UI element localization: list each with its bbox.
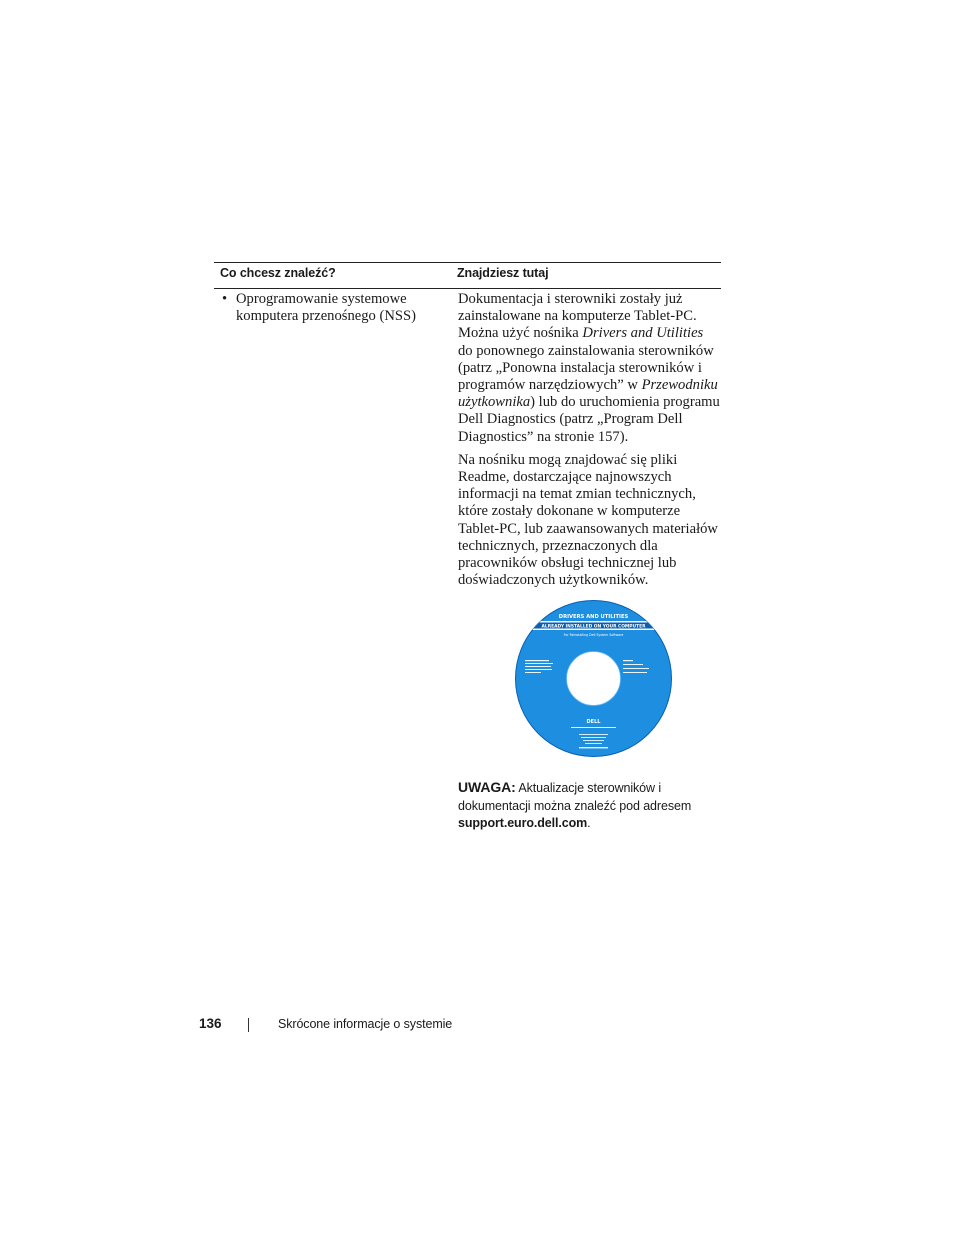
disc-subtitle: For Reinstalling Dell System Software	[563, 633, 624, 637]
readme-paragraph: Na nośniku mogą znajdować się pliki Readme, dostarczające najnowszych informacji na temat zmian technicznych, które zostały dokonane w komputerze Tablet-PC, lub zaawansowanych materiałów technicznych, przeznaczonych dla pracowników obsługi technicznej lub doświadczonych użytkowników.	[458, 451, 718, 589]
disc-icon	[515, 600, 672, 757]
page-number: 136	[199, 1016, 222, 1031]
table-header-rule	[214, 288, 721, 289]
drivers-utilities-disc-image	[515, 600, 672, 757]
table-cell-right	[458, 291, 720, 589]
footer-divider	[248, 1018, 249, 1032]
bullet-icon: •	[222, 291, 228, 307]
table-header-left: Co chcesz znaleźć?	[220, 266, 336, 280]
guide-name: Przewodniku użytkownika	[458, 377, 718, 411]
table-header-right: Znajdziesz tutaj	[457, 266, 549, 280]
note-box: UWAGA: Aktualizacje sterowników i dokumentacji można znaleźć pod adresem support.euro.dell.com.	[458, 779, 692, 830]
disc-title: DRIVERS AND UTILITIES	[558, 614, 629, 620]
disc-banner: ALREADY INSTALLED ON YOUR COMPUTER	[541, 624, 646, 630]
description-paragraph: Dokumentacja i sterowniki zostały już zainstalowane na komputerze Tablet-PC. Można użyć nośnika Drivers and Utilities do ponownego zainstalowania sterowników (patrz „Ponowna instalacja sterowników i programów narzędziowych” w Przewodniku użytkownika) lub do uruchomienia programu Dell Diagnostics (patrz „Program Dell Diagnostics” na stronie 157).	[458, 291, 720, 445]
note-label: UWAGA:	[458, 779, 516, 795]
table-top-rule	[214, 262, 721, 263]
table-cell-left	[222, 291, 437, 325]
media-name: Drivers and Utilities	[582, 325, 704, 342]
note-text: Aktualizacje sterowników i dokumentacji można znaleźć pod adresem	[458, 781, 692, 813]
support-url-link[interactable]: support.euro.dell.com	[458, 816, 588, 830]
footer-section-title: Skrócone informacje o systemie	[278, 1017, 453, 1031]
dell-logo: DELL	[586, 719, 601, 725]
list-item: Oprogramowanie systemowe komputera przenośnego (NSS)	[236, 291, 416, 325]
